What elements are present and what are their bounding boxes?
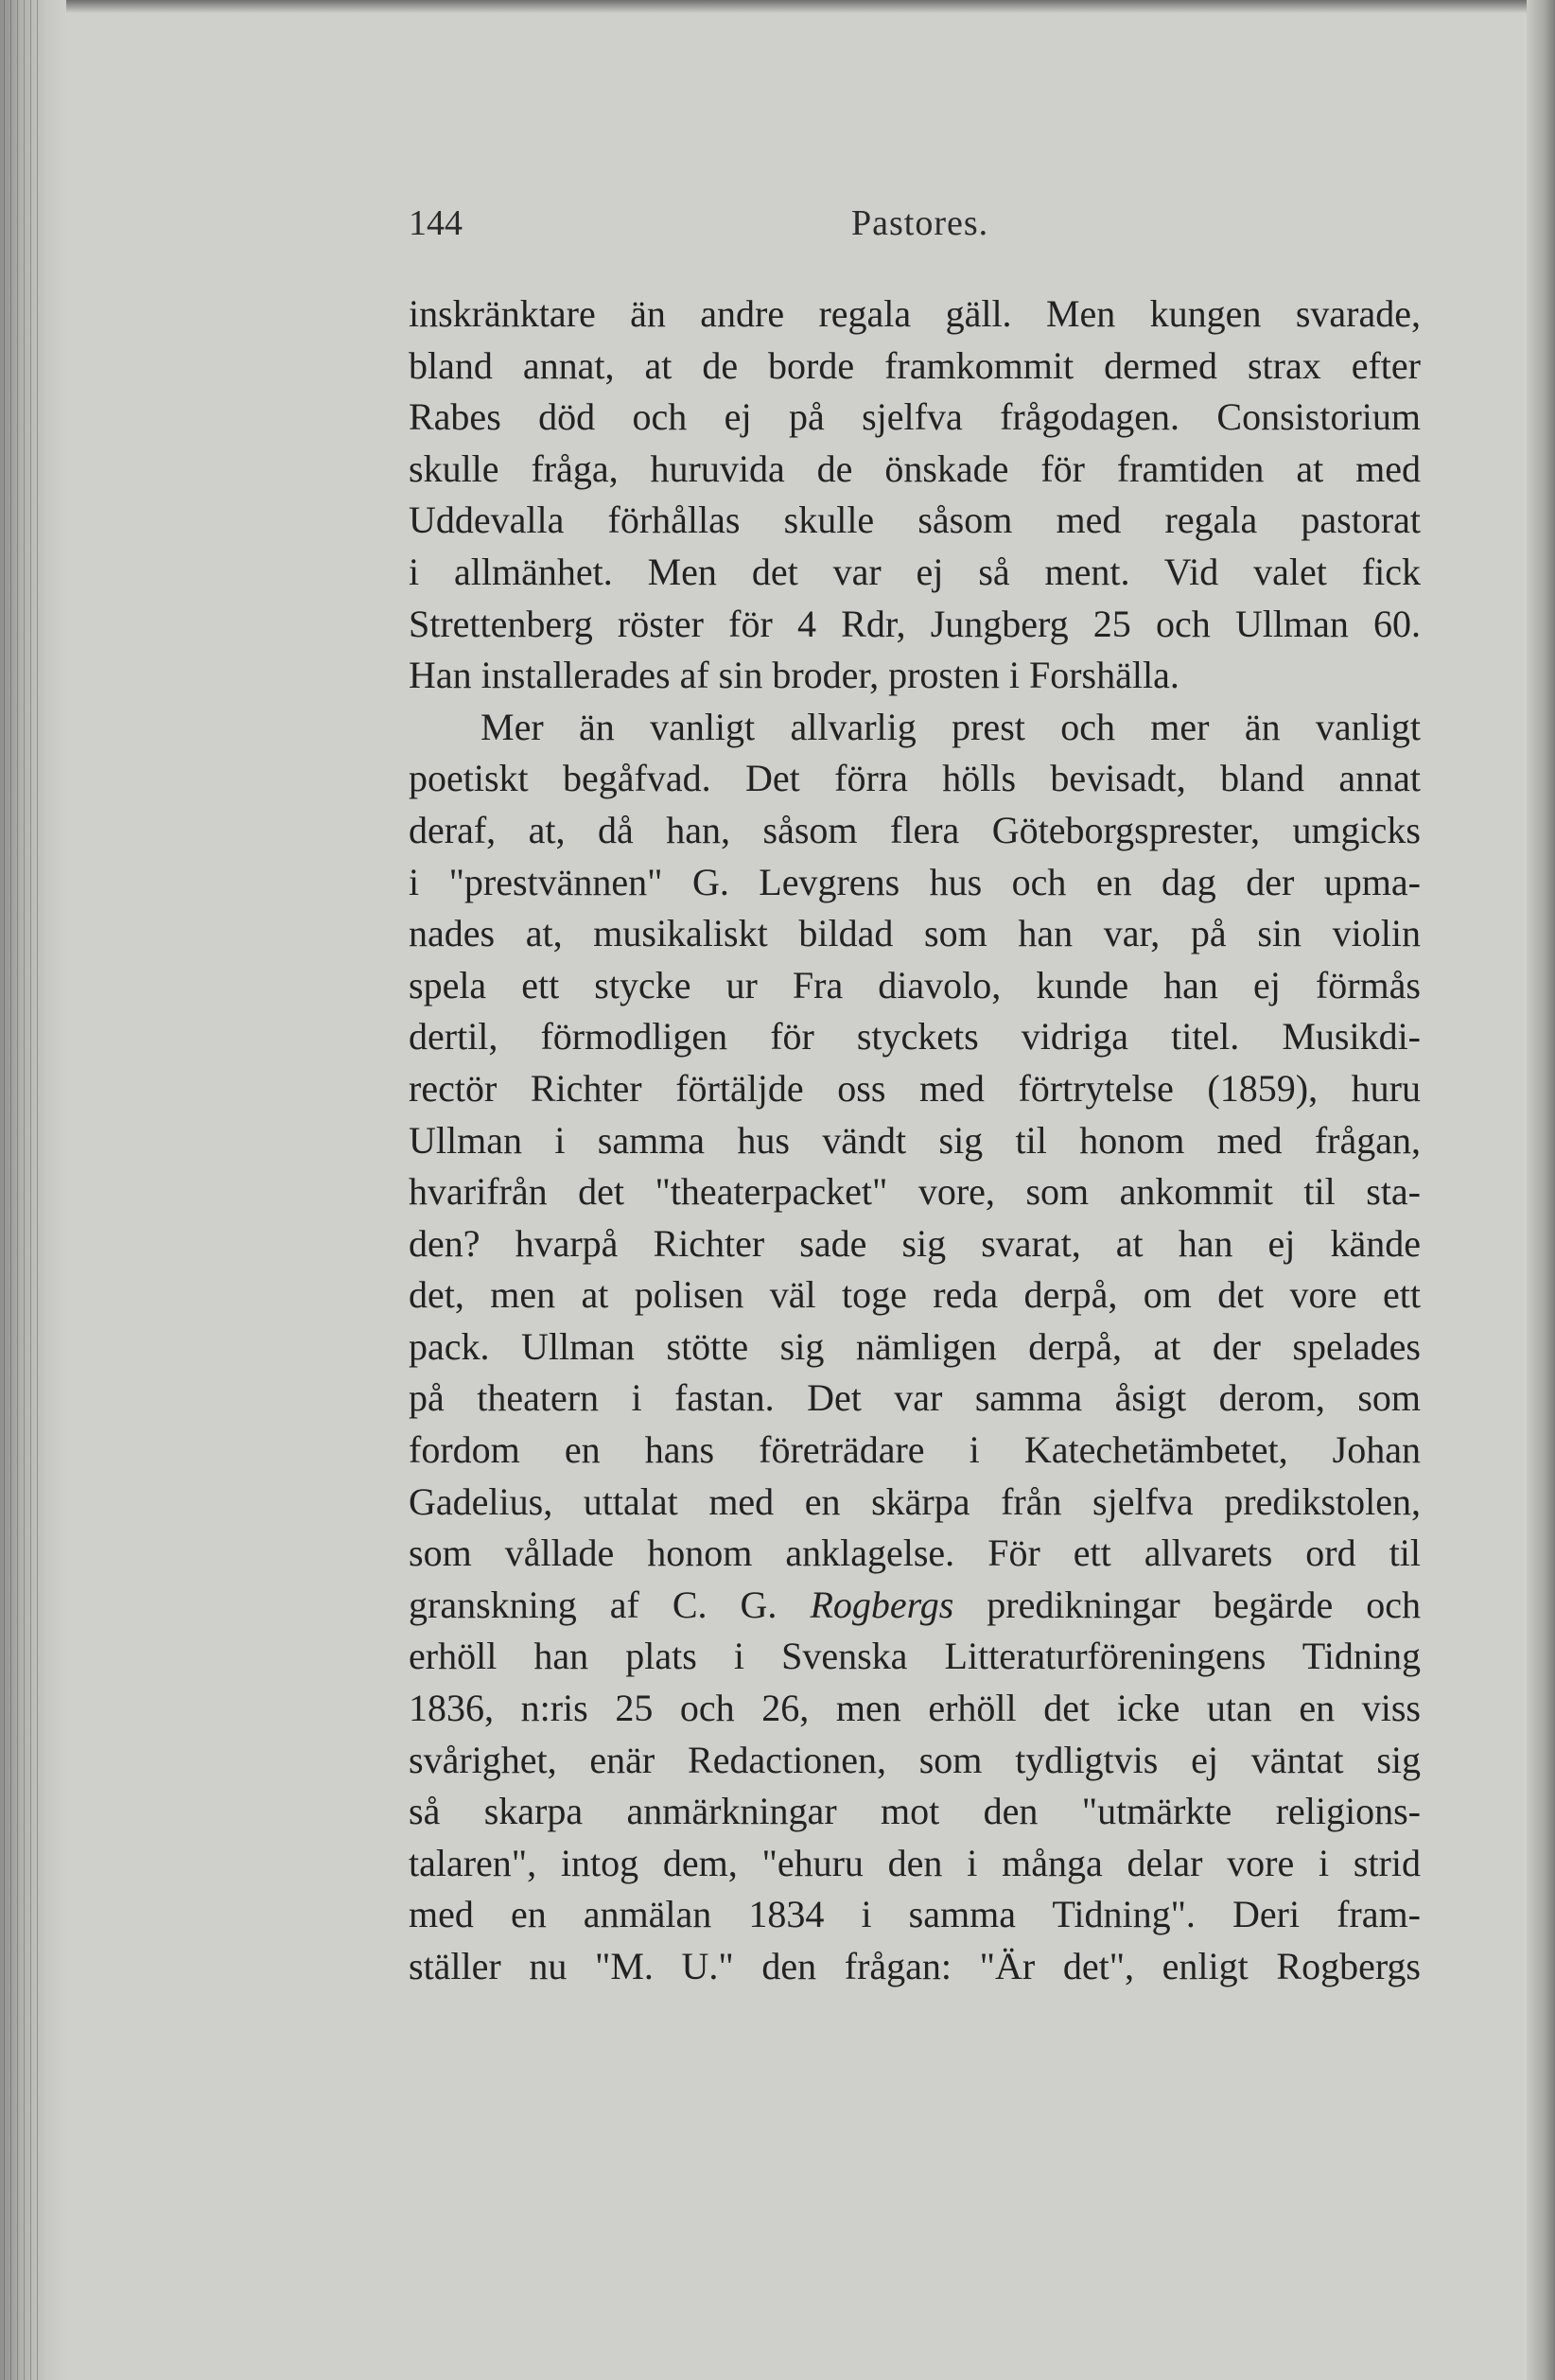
text-line: som vållade honom anklagelse. För ett allvarets ord til [409,1531,1421,1575]
text-line: Strettenberg röster för 4 Rdr, Jungberg 25 och Ullman 60. [409,602,1421,645]
text-line: talaren", intog dem, "ehuru den i många delar vore i strid [409,1841,1421,1884]
page-header [409,202,1421,259]
page-number: 144 [409,203,463,243]
binding-gutter-lines [4,0,42,2380]
text-line: spela ett stycke ur Fra diavolo, kunde han ej förmås [409,963,1421,1006]
text-line: det, men at polisen väl toge reda derpå, om det vore ett [409,1273,1421,1317]
binding-gutter [0,0,66,2380]
text-line: i "prestvännen" G. Levgrens hus och en dag der upma- [409,860,1421,903]
text-line: dertil, förmodligen för styckets vidriga titel. Musikdi- [409,1015,1421,1059]
text-line: bland annat, at de borde framkommit dermed strax efter [409,343,1421,387]
text-line: 1836, n:ris 25 och 26, men erhöll det icke utan en viss [409,1687,1421,1730]
text-segment: predikningar begärde och [987,1583,1422,1626]
text-segment: granskning af C. G. [409,1583,778,1626]
italic-author-name: Rogbergs [810,1583,954,1626]
text-line: Han installerades af sin broder, prosten i Forshälla. [409,654,1179,697]
text-line: poetiskt begåfvad. Det förra hölls bevisadt, bland annat [409,757,1421,800]
text-line: inskränktare än andre regala gäll. Men kungen svarade, [409,292,1421,335]
paragraph-start-line: Mer än vanligt allvarlig prest och mer än vanligt [480,705,1421,748]
text-line: fordom en hans företrädare i Katechetämbetet, Johan [409,1428,1421,1472]
text-line: svårighet, enär Redactionen, som tydligtvis ej väntat sig [409,1738,1421,1781]
page-top-edge [0,0,1555,13]
text-line: Gadelius, uttalat med en skärpa från sjelfva predikstolen, [409,1479,1421,1523]
text-line: ställer nu "M. U." den frågan: "Är det", enligt Rogbergs [409,1945,1421,1987]
text-line: deraf, at, då han, såsom flera Göteborgsprester, umgicks [409,808,1421,851]
text-line: erhöll han plats i Svenska Litteraturföreningens Tidning [409,1635,1421,1678]
text-line: skulle fråga, huruvida de önskade för framtiden at med [409,446,1421,490]
text-line: pack. Ullman stötte sig nämligen derpå, at der spelades [409,1324,1421,1368]
text-line: så skarpa anmärkningar mot den "utmärkte religions- [409,1790,1421,1833]
text-line: Uddevalla förhållas skulle såsom med regala pastorat [409,499,1421,542]
text-line: Ullman i samma hus vändt sig til honom med frågan, [409,1118,1421,1162]
text-line: hvarifrån det "theaterpacket" vore, som ankommit til sta- [409,1170,1421,1214]
text-line: Rabes död och ej på sjelfva frågodagen. Consistorium [409,395,1421,439]
text-line [409,1580,1421,1632]
text-line: den? hvarpå Richter sade sig svarat, at han ej kände [409,1221,1421,1265]
body-text [409,289,1421,1993]
text-line: i allmänhet. Men det var ej så ment. Vid valet fick [409,550,1421,593]
running-title: Pastores. [851,203,989,243]
text-line: rectör Richter förtäljde oss med förtrytelse (1859), huru [409,1066,1421,1110]
text-line: på theatern i fastan. Det var samma åsigt derom, som [409,1376,1421,1420]
text-line: nades at, musikaliskt bildad som han var, på sin violin [409,912,1421,955]
page-right-edge [1527,0,1555,2380]
text-line: med en anmälan 1834 i samma Tidning". Deri fram- [409,1893,1421,1936]
